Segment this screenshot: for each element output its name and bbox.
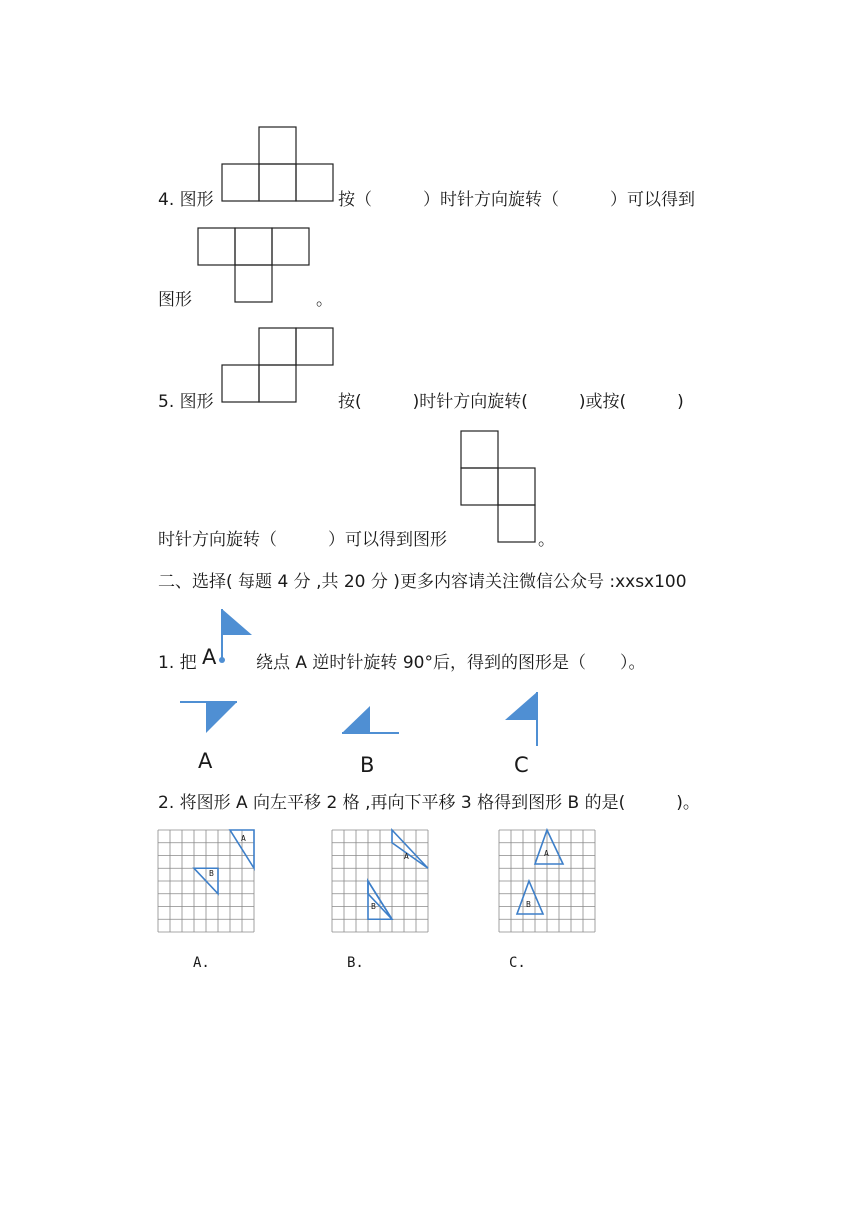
c1-flag-icon bbox=[214, 604, 254, 664]
c2-option-c-shape-a-label: A bbox=[544, 849, 549, 858]
q5-figure-original bbox=[222, 327, 334, 403]
c2-option-b-shape-b-label: B bbox=[371, 902, 376, 911]
q4-end: 。 bbox=[316, 290, 333, 310]
q5-figure-result bbox=[460, 430, 536, 543]
q5-prefix: 5. 图形 bbox=[158, 392, 214, 412]
c1-option-a-label[interactable]: A bbox=[198, 749, 213, 773]
q4-figure-original bbox=[222, 126, 334, 202]
q5-line2: 时针方向旋转（ ）可以得到图形 bbox=[158, 530, 447, 550]
c1-option-c-figure[interactable] bbox=[502, 690, 542, 748]
c2-question-text: 2. 将图形 A 向左平移 2 格 ,再向下平移 3 格得到图形 B 的是( )。 bbox=[158, 793, 700, 813]
c1-option-a-figure[interactable] bbox=[180, 700, 240, 736]
c2-option-a-shape-b-label: B bbox=[209, 869, 214, 878]
c2-option-a-label[interactable]: A. bbox=[193, 955, 210, 971]
c2-option-c-grid[interactable] bbox=[499, 830, 596, 934]
q4-question-text: 按（ ）时针方向旋转（ ）可以得到 bbox=[338, 190, 695, 210]
c2-option-b-label[interactable]: B. bbox=[347, 955, 364, 971]
c1-option-c-label[interactable]: C bbox=[514, 753, 529, 777]
c1-option-b-label[interactable]: B bbox=[360, 753, 375, 777]
c2-option-c-label[interactable]: C. bbox=[509, 955, 526, 971]
c2-option-b-shape-a-label: A bbox=[404, 852, 409, 861]
q4-line2: 图形 bbox=[158, 290, 192, 310]
q5-question-text: 按( )时针方向旋转( )或按( ) bbox=[338, 392, 684, 412]
c2-option-a-grid[interactable] bbox=[158, 830, 255, 934]
q5-end: 。 bbox=[538, 530, 555, 550]
q4-figure-result bbox=[198, 227, 310, 303]
c1-question-text: 绕点 A 逆时针旋转 90°后，得到的图形是（ ）。 bbox=[256, 653, 646, 673]
c1-option-b-figure[interactable] bbox=[342, 704, 402, 736]
c2-option-b-grid[interactable] bbox=[332, 830, 429, 934]
q4-prefix: 4. 图形 bbox=[158, 190, 214, 210]
c2-option-a-shape-a-label: A bbox=[241, 834, 246, 843]
section2-heading: 二、选择( 每题 4 分 ,共 20 分 )更多内容请关注微信公众号 :xxsx100 bbox=[158, 572, 687, 592]
c2-option-c-shape-b-label: B bbox=[526, 900, 531, 909]
c1-prefix: 1. 把 bbox=[158, 653, 197, 673]
c1-point-label: A bbox=[202, 645, 217, 669]
